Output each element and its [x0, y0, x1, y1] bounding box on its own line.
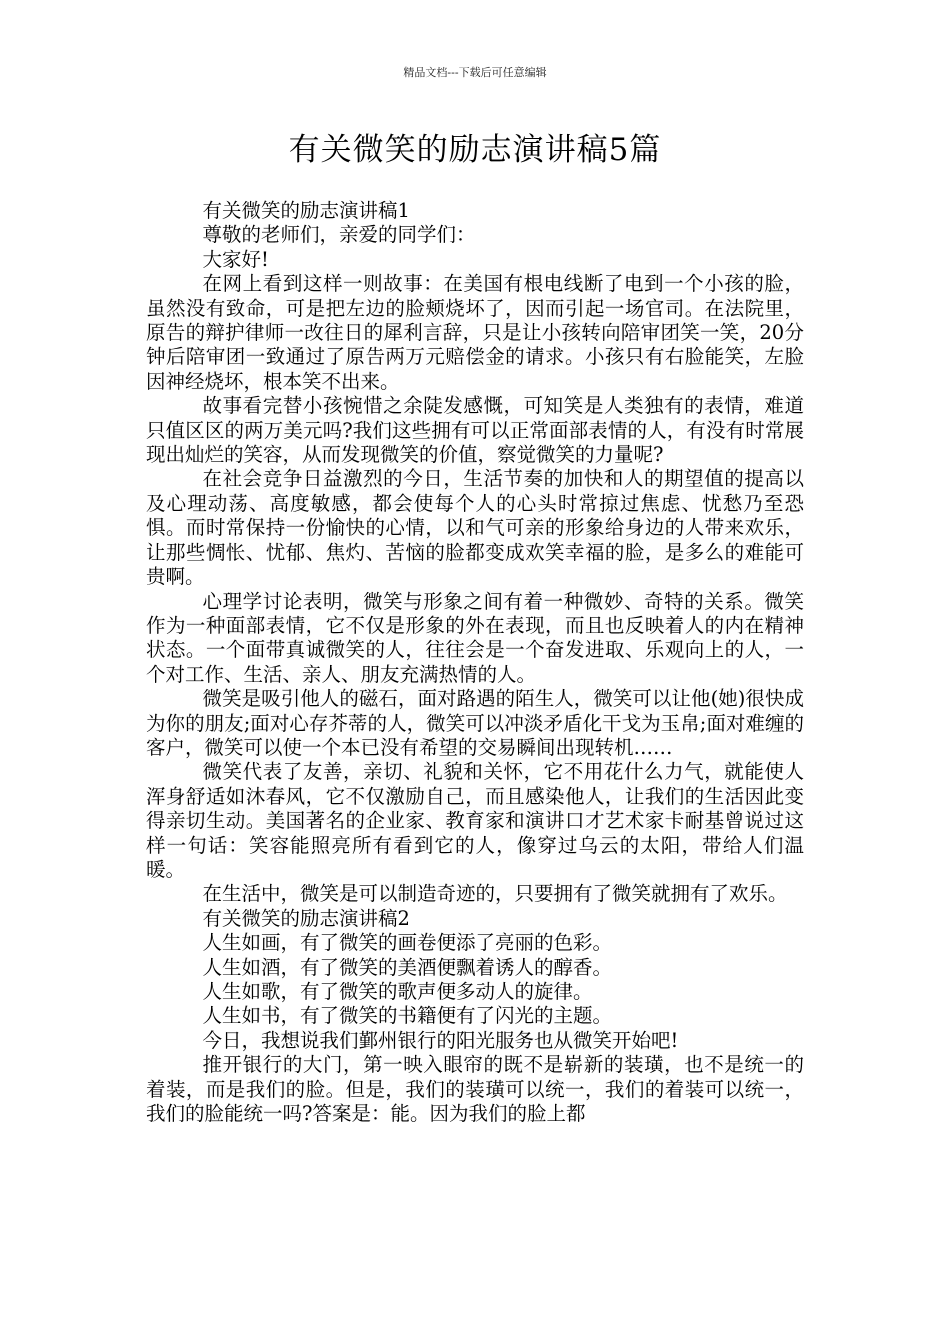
- document-title: 有关微笑的励志演讲稿5篇: [288, 132, 662, 168]
- paragraph: 在生活中，微笑是可以制造奇迹的，只要拥有了微笑就拥有了欢乐。: [202, 882, 788, 906]
- paragraph: 人生如画，有了微笑的画卷便添了亮丽的色彩。: [202, 931, 613, 955]
- paragraph: 心理学讨论表明，微笑与形象之间有着一种微妙、奇特的关系。微笑作为一种面部表情，它不仅是形象的外在表现，而且也反映着人的内在精神状态。一个面带真诚微笑的人，往往会是一个奋发进取、乐观向上的人，一个对工作、生活、亲人、朋友充满热情的人。: [146, 589, 804, 686]
- paragraph: 微笑是吸引他人的磁石，面对路遇的陌生人，微笑可以让他(她)很快成为你的朋友;面对心存芥蒂的人，微笑可以冲淡矛盾化干戈为玉帛;面对难缠的客户，微笑可以使一个本已没有希望的交易瞬间出现转机……: [146, 687, 804, 759]
- paragraph: 人生如书，有了微笑的书籍便有了闪光的主题。: [202, 1004, 613, 1028]
- greeting: 大家好!: [202, 247, 269, 271]
- paragraph: 人生如酒，有了微笑的美酒便飘着诱人的醇香。: [202, 955, 613, 979]
- speech-heading-1: 有关微笑的励志演讲稿1: [202, 199, 410, 222]
- paragraph: 微笑代表了友善，亲切、礼貌和关怀，它不用花什么力气，就能使人浑身舒适如沐春风，它不仅激励自己，而且感染他人，让我们的生活因此变得亲切生动。美国著名的企业家、教育家和演讲口才艺术家卡耐基曾说过这样一句话：笑容能照亮所有看到它的人，像穿过乌云的太阳，带给人们温暖。: [146, 760, 804, 881]
- paragraph: 推开银行的大门，第一映入眼帘的既不是崭新的装璜，也不是统一的着装，而是我们的脸。但是，我们的装璜可以统一，我们的着装可以统一，我们的脸能统一吗?答案是：能。因为我们的脸上都: [146, 1053, 804, 1126]
- paragraph: 人生如歌，有了微笑的歌声便多动人的旋律。: [202, 980, 593, 1003]
- salutation: 尊敬的老师们，亲爱的同学们：: [202, 223, 476, 247]
- header-note: 精品文档---下载后可任意编辑: [403, 66, 547, 79]
- document-body: [146, 199, 804, 1126]
- paragraph: 在网上看到这样一则故事：在美国有根电线断了电到一个小孩的脸，虽然没有致命，可是把左边的脸颊烧坏了，因而引起一场官司。在法院里，原告的辩护律师一改往日的犀利言辞，只是让小孩转向陪审团笑一笑，20分钟后陪审团一致通过了原告两万元赔偿金的请求。小孩只有右脸能笑，左脸因神经烧坏，根本笑不出来。: [146, 272, 804, 393]
- speech-heading-2: 有关微笑的励志演讲稿2: [202, 906, 410, 930]
- paragraph: 今日，我想说我们鄞州银行的阳光服务也从微笑开始吧!: [202, 1028, 679, 1052]
- paragraph: 故事看完替小孩惋惜之余陡发感慨，可知笑是人类独有的表情，难道只值区区的两万美元吗?我们这些拥有可以正常面部表情的人，有没有时常展现出灿烂的笑容，从而发现微笑的价值，察觉微笑的力量呢?: [146, 394, 804, 467]
- paragraph: 在社会竞争日益激烈的今日，生活节奏的加快和人的期望值的提高以及心理动荡、高度敏感，都会使每个人的心头时常掠过焦虑、忧愁乃至恐惧。而时常保持一份愉快的心情，以和气可亲的形象给身边的人带来欢乐，让那些惆怅、忧郁、焦灼、苦恼的脸都变成欢笑幸福的脸，是多么的难能可贵啊。: [146, 467, 804, 589]
